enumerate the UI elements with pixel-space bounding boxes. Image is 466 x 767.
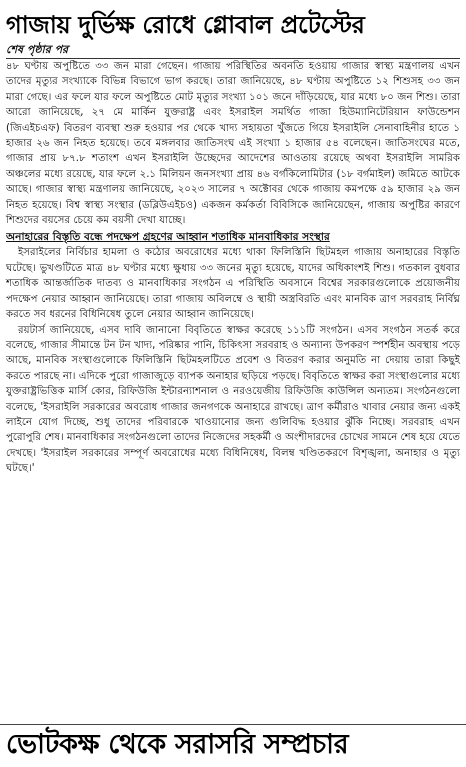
article-subhead: অনাহারের বিস্তৃতি বন্ধে পদক্ষেপ গ্রহণের আহ্বান শতাধিক মানবাধিকার সংস্থার bbox=[6, 231, 330, 244]
article-paragraph: ৪৮ ঘণ্টায় অপুষ্টিতে ৩৩ জন মারা গেছেন। গাজায় পরিস্থিতির অবনতি হওয়ায় গাজার স্বাস্থ্য মন্ত্রণালয় এখন তাদের মৃত্যুর সংখ্যাকে বিভিন্ন বিভাগে ভাগ করছে। তারা জানিয়েছে, ৪৮ ঘণ্টায় অপুষ্টিতে ১২ শিশুসহ ৩৩ জন মারা গেছে। এর ফলে যার ফলে অপুষ্টিতে মোট মৃত্যুর সংখ্যা ১০১ জনে দাঁড়িয়েছে, যার মধ্যে ৮০ জন শিশু। তারা আরো জানিয়েছে, ২৭ মে মার্কিন যুক্তরাষ্ট্র এবং ইসরাইল সমর্থিত গাজা হিউম্যানিটেরিয়ান ফাউন্ডেশন (জিএইচএফ) বিতরণ ব্যবস্থা শুরু হওয়ার পর থেকে খাদ্য সহায়তা খুঁজতে গিয়ে ইসরাইলি সেনাবাহিনীর হাতে ১ হাজার ২৬ জন নিহত হয়েছে। তবে মঙ্গলবার জাতিসংঘ এই সংখ্যা ১ হাজার ৫৪ বলেছেন। জাতিসংঘের মতে, গাজার প্রায় ৮৭.৮ শতাংশ এখন ইসরাইলি উচ্ছেদের আদেশের আওতায় রয়েছে অথবা ইসরাইলি সামরিক অঞ্চলের মধ্যে রয়েছে, যার ফলে ২.১ মিলিয়ন জনসংখ্যা প্রায় ৪৬ বর্গকিলোমিটার (১৮ বর্গমাইল) জমিতে আটকে আছে। গাজার স্বাস্থ্য মন্ত্রণালয় জানিয়েছে, ২০২৩ সালের ৭ অক্টোবর থেকে গাজায় কমপক্ষে ৫৯ হাজার ২৯ জন নিহত হয়েছে। বিশ্ব স্বাস্থ্য সংস্থার (ডব্লিউএইচও) একজন কর্মকর্তা বিবিসিকে জানিয়েছেন, গাজায় অপুষ্টির কারণে শিশুদের বয়সের চেয়ে কম বয়সী দেখা যাচ্ছে। bbox=[6, 61, 460, 227]
article-paragraph: ইসরাইলের নির্বিচার হামলা ও কঠোর অবরোধের মধ্যে থাকা ফিলিস্তিনি ছিটমহল গাজায় অনাহারের বিস্তৃতি ঘটেছে। ভুখণ্ডটিতে মাত্র ৪৮ ঘণ্টার মধ্যে ক্ষুধায় ৩৩ জনের মৃত্যু হয়েছে, যাদের অধিকাংশই শিশু। গতকাল বুধবার শতাধিক আন্তর্জাতিক দাতব্য ও মানবাধিকার সংগঠন এ পরিস্থিতি অবসানে বিশ্বের সরকারগুলোকে প্রয়োজনীয় পদক্ষেপ নেয়ার আহ্বান জানিয়েছে। তারা গাজায় অবিলম্বে ও স্থায়ী অস্ত্রবিরতি এবং মানবিক ত্রাণ সরবরাহ নির্বিঘ্ন করতে সব ধরনের বিধিনিষেধ তুলে নেয়ার আহ্বান জানিয়েছে। bbox=[6, 247, 460, 321]
next-article-headline: ভোটকক্ষ থেকে সরাসরি সম্প্রচার bbox=[6, 729, 349, 760]
continued-from-label: শেষ পৃষ্ঠার পর bbox=[6, 42, 460, 59]
section-divider bbox=[0, 724, 466, 725]
article-paragraph: রয়টার্স জানিয়েছে, এসব দাবি জানানো বিবৃতিতে স্বাক্ষর করেছে ১১১টি সংগঠন। এসব সংগঠন সতর্ক করে বলেছে, গাজার সীমান্তে টন টন খাদ্য, পরিষ্কার পানি, চিকিৎসা সরবরাহ ও অন্যান্য উপকরণ স্পর্শহীন অবস্থায় পড়ে আছে, মানবিক সংস্থাগুলোকে ফিলিস্তিনি ছিটমহলটিতে প্রবেশ ও বিতরণ করার অনুমতি না দেয়ায় তারা কিছুই করতে পারছে না। এদিকে পুরো গাজাজুড়ে ব্যাপক অনাহার ছড়িয়ে পড়ছে। বিবৃতিতে স্বাক্ষর করা সংস্থাগুলোর মধ্যে যুক্তরাষ্ট্রভিত্তিক মার্সি কোর, রিফিউজি ইন্টারন্যাশনাল ও নরওয়েজীয় রিফিউজি কাউন্সিল অন্যতম। সংগঠনগুলো বলেছে, 'ইসরাইলি সরকারের অবরোধ গাজার জনগণকে অনাহারে রাখছে। ত্রাণ কর্মীরাও খাবার নেয়ার জন্য একই লাইনে যোগ দিচ্ছে, শুধু তাদের পরিবারকে খাওয়ানোর জন্য গুলিবিদ্ধ হওয়ার ঝুঁকি নিচ্ছে। সরবরাহ এখন পুরোপুরি শেষ। মানবাধিকার সংগঠনগুলো তাদের নিজেদের সহকর্মী ও অংশীদারদের চোখের সামনে শেষ হয়ে যেতে দেখছে। 'ইসরাইল সরকারের সম্পূর্ণ অবরোধের মধ্যে বিধিনিষেধ, বিলম্ব খণ্ডিতকরণে বিশৃঙ্খলা, অনাহার ও মৃত্যু ঘটছে।' bbox=[6, 324, 460, 475]
article-body bbox=[6, 59, 460, 228]
article-body-continued bbox=[6, 245, 460, 476]
article-headline: গাজায় দুর্ভিক্ষ রোধে গ্লোবাল প্রটেস্টের bbox=[6, 11, 365, 39]
